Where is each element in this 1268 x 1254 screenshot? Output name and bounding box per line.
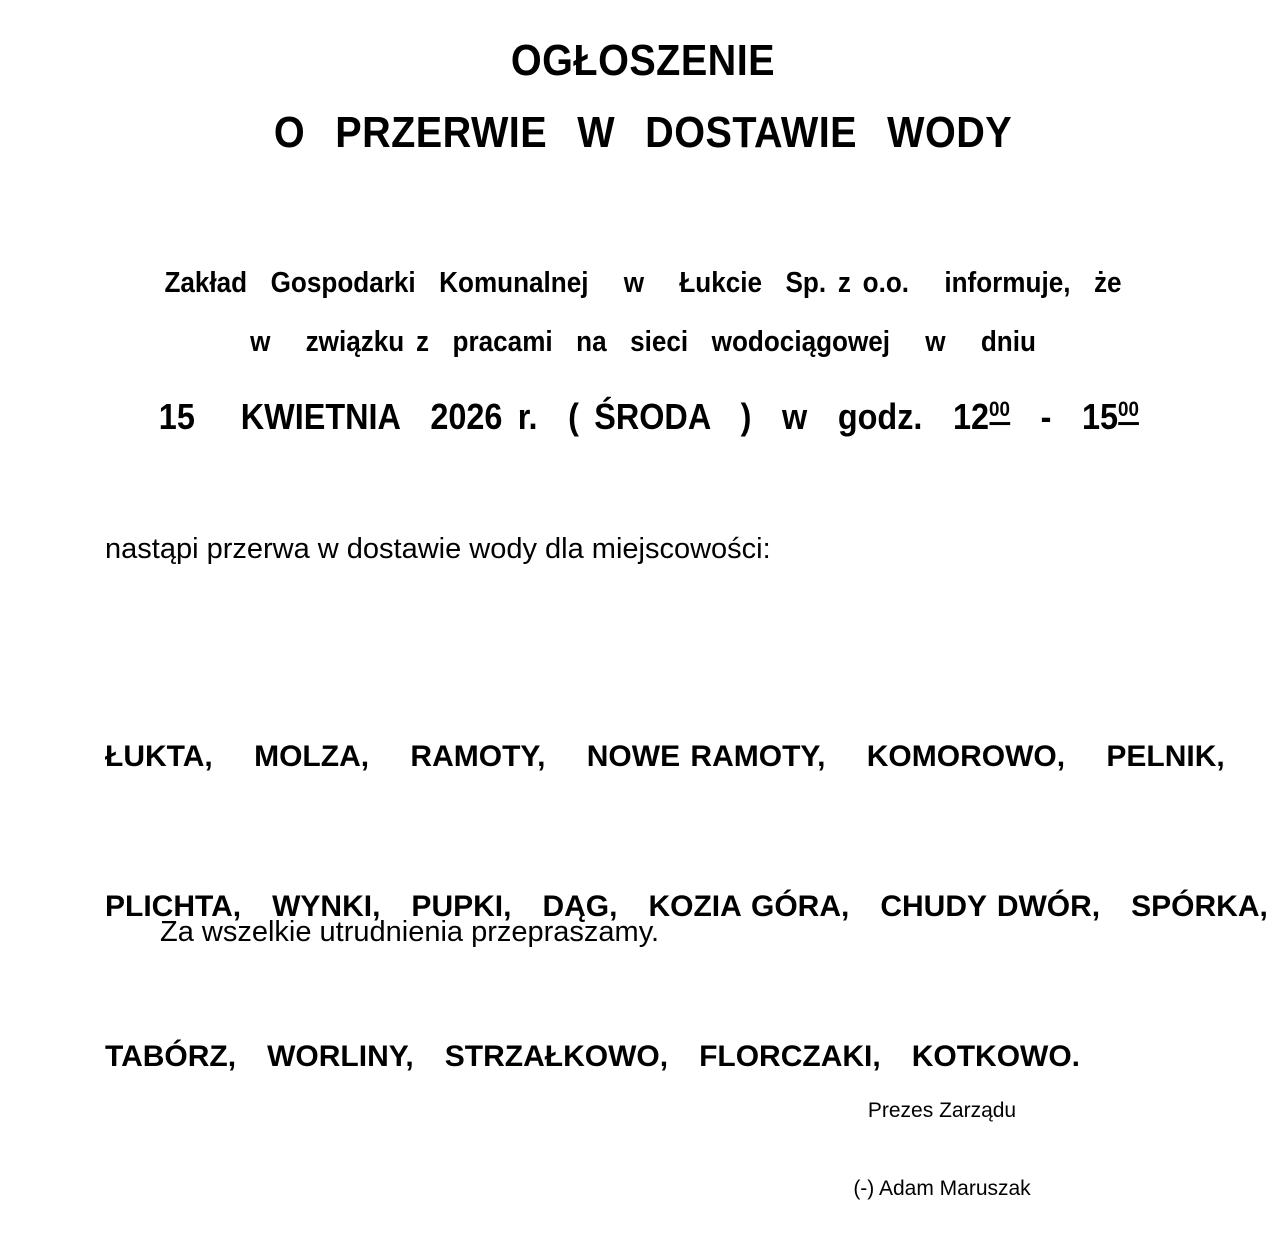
localities-line1: ŁUKTA, MOLZA, RAMOTY, NOWE RAMOTY, KOMOROWO, PELNIK, <box>105 740 1225 773</box>
signature-role: Prezes Zarządu <box>867 1099 1017 1122</box>
outage-date-prefix: 15 KWIETNIA 2026 r. ( ŚRODA ) w godz. 12 <box>158 396 990 437</box>
intro-paragraph-line2: w związku z pracami na sieci wodociągowej w dniu <box>250 326 1036 358</box>
end-hour-superscript: 00 <box>1118 400 1139 425</box>
lead-sentence: nastąpi przerwa w dostawie wody dla miejscowości: <box>105 533 771 565</box>
outage-date-time-line <box>158 396 1139 438</box>
intro-paragraph-line1: Zakład Gospodarki Komunalnej w Łukcie Sp. z o.o. informuje, że <box>164 267 1122 299</box>
apology-sentence: Za wszelkie utrudnienia przepraszamy. <box>160 916 660 948</box>
start-hour-superscript: 00 <box>989 400 1010 425</box>
localities-line2: PLICHTA, WYNKI, PUPKI, DĄG, KOZIA GÓRA, CHUDY DWÓR, SPÓRKA, <box>105 890 1268 923</box>
localities-line3: TABÓRZ, WORLINY, STRZAŁKOWO, FLORCZAKI, KOTKOWO. <box>105 1040 1081 1073</box>
outage-date-middle: - 15 <box>1009 396 1119 437</box>
announcement-title-line1: OGŁOSZENIE <box>510 36 776 85</box>
announcement-title-line2: O PRZERWIE W DOSTAWIE WODY <box>273 108 1013 157</box>
signature-block <box>792 1046 1092 1254</box>
signature-name: (-) Adam Maruszak <box>853 1177 1031 1200</box>
